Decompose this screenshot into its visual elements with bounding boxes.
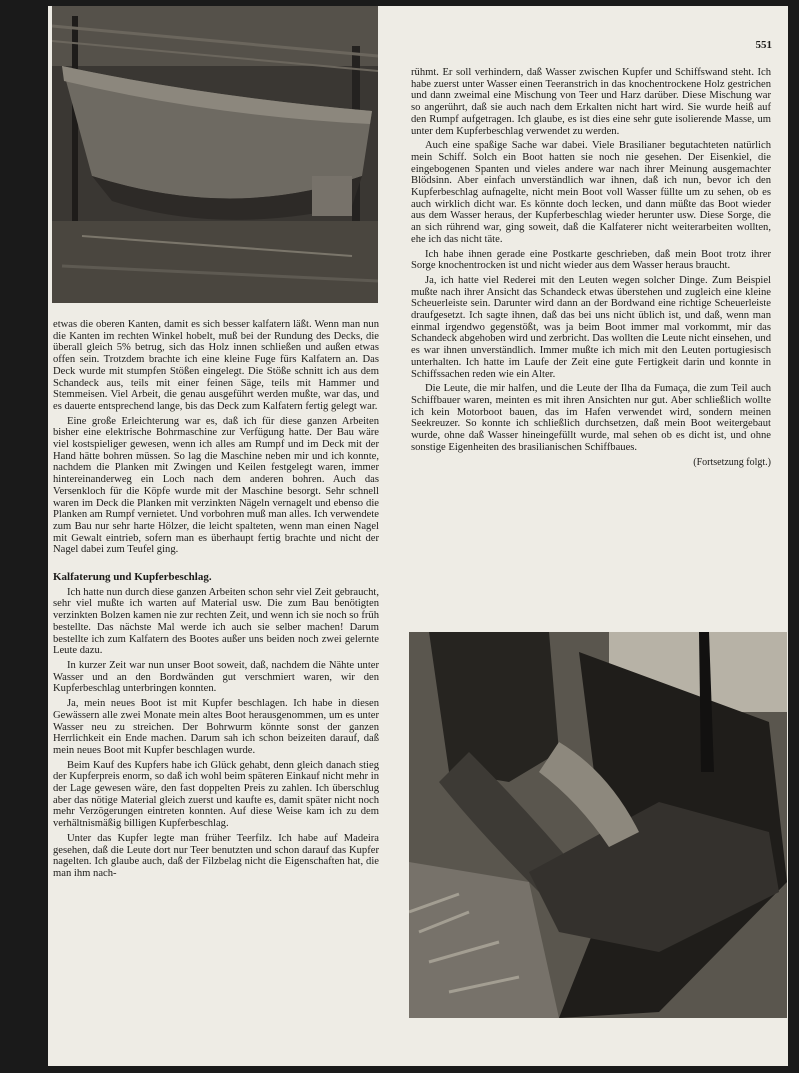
left-column — [53, 319, 379, 883]
paragraph: Die Leute, die mir halfen, und die Leute der Ilha da Fumaça, die zum Teil auch Schiffbauer waren, meinten es mit ihren Ansichten nur gut. Aber schließlich wollte ich kein Motorboot bauen, das im Hafen verwendet wird, sondern meinen Seekreuzer. So konnte ich schließlich durchsetzen, daß mein Boot weitergebaut wurde, ohne daß Wasser hineingefüllt wurde, mal sehen ob es dicht ist, und ohne sonstige Eigenheiten des brasilianischen Schiffbaues. — [411, 383, 771, 453]
paragraph: Unter das Kupfer legte man früher Teerfilz. Ich habe auf Madeira gesehen, daß die Leute dort nur Teer benutzten und schon darauf das Kupfer nagelten. Ich glaube auch, daß der Filzbelag nicht die Eigenschaften hat, die man ihm nach- — [53, 832, 379, 879]
photo-carpenter — [409, 632, 787, 1018]
section-heading: Kalfaterung und Kupferbeschlag. — [53, 571, 212, 584]
right-column — [411, 67, 771, 471]
magazine-page — [48, 6, 788, 1066]
paragraph: Beim Kauf des Kupfers habe ich Glück gehabt, denn gleich danach stieg der Kupferpreis enorm, so daß ich wohl beim späteren Einkauf nicht mehr in der Lage gewesen wäre, den fast doppelten Preis zu zahlen. Ich überschlug aber das nötige Material gleich zuerst und kaufte es, damit später nicht noch mehr Verzögerungen eintreten konnten. Auf diese Weise kam ich zu dem verhältnismäßig billigen Kupferbeschlag. — [53, 759, 379, 830]
paragraph: Ja, mein neues Boot ist mit Kupfer beschlagen. Ich habe in diesen Gewässern alle zwei Monate mein altes Boot herausgenommen, um es unter Wasser neu zu streichen. Der Bohrwurm könnte sonst der ganzen Herrlichkeit ein Ende machen. Darum sah ich schon beizeiten darauf, daß mein neues Boot mit Kupfer beschlagen wurde. — [53, 698, 379, 756]
paragraph: Eine große Erleichterung war es, daß ich für diese ganzen Arbeiten bisher eine elektrische Bohrmaschine zur Verfügung hatte. Der Bau wäre viel kostspieliger gewesen, wenn ich alles am Rumpf und im Deck mit der Hand hätte bohren müssen. So lag die Maschine neben mir und ich konnte, nachdem die Planken mit Zwingen und Keilen festgelegt waren, immer hintereinanderweg ein Loch nach dem anderen bohren. Auch das Versenkloch für die Köpfe wurde mit der Maschine besorgt. Sehr schnell waren im Deck die Planken mit verzinkten Nägeln vernagelt und ebenso die Planken am Rumpf vernietet. Und vorbohren muß man alles. Ich verwendete zum Bau nur sehr harte Hölzer, die leicht spalteten, wenn man einen Nagel mit Gewalt eintrieb, sofern man es überhaupt fertig brachte und nicht der Nagel dabei zum Teufel ging. — [53, 415, 379, 556]
paragraph: Ja, ich hatte viel Rederei mit den Leuten wegen solcher Dinge. Zum Beispiel mußte nach ihrer Ansicht das Schandeck etwas überstehen und zugleich eine kleine Scheuerleiste sein. Darunter wird dann an der Bordwand eine richtige Scheuerleiste draufgesetzt. Ich sagte ihnen, daß das bei uns nicht üblich ist, und daß, wenn man einmal irgendwo gegenstößt, was ja beim Boot immer mal vorkommt, mir das Schandeck abgehoben wird und zerbricht. Das wollten die Leute nicht einsehen, und es war ihnen unverständlich. Immer mußte ich mich mit den Leuten portugiesisch unterhalten. Ich hatte im Laufe der Zeit eine gute Fertigkeit darin und konnte in Schiffssachen reden wie ein Alter. — [411, 274, 771, 380]
boat-hull-image — [52, 6, 378, 303]
page-number: 551 — [755, 39, 772, 51]
paragraph: rühmt. Er soll verhindern, daß Wasser zwischen Kupfer und Schiffswand steht. Ich habe zuerst unter Wasser einen Teeranstrich in das knochentrockene Holz gestrichen und dann zweimal eine Mischung von Teer und Harz darüber. Diese Mischung war so angerührt, daß sie auch nach dem Erkalten nicht hart wird. Sie wurde heiß auf den Rumpf aufgetragen. Ich glaube, es ist dies eine sehr gute isolierende Masse, um unter dem Kupferbeschlag verwendet zu werden. — [411, 67, 771, 137]
paragraph: In kurzer Zeit war nun unser Boot soweit, daß, nachdem die Nähte unter Wasser und an den Bordwänden gut verschmiert waren, wir den Kupferbeschlag unterbringen konnten. — [53, 659, 379, 695]
photo-boat-hull — [52, 6, 378, 303]
paragraph: Ich habe ihnen gerade eine Postkarte geschrieben, daß mein Boot trotz ihrer Sorge knochentrocken ist und nicht wieder aus dem Wasser heraus braucht. — [411, 248, 771, 272]
carpenter-image — [409, 632, 787, 1018]
paragraph: Ich hatte nun durch diese ganzen Arbeiten schon sehr viel Zeit gebraucht, sehr viel mußte ich warten auf Material usw. Die zum Bau benötigten verzinkten Bolzen kamen nie zur rechten Zeit, und wenn ich sie noch so früh bestellte. Das nächste Mal werde ich auch sie selber machen! Darum bestellte ich zum Kalfatern des Bootes außer uns beiden noch zwei gelernte Leute dazu. — [53, 586, 379, 657]
paragraph: Auch eine spaßige Sache war dabei. Viele Brasilianer begutachteten natürlich mein Schiff. Solch ein Boot hatten sie noch nie gesehen. Der Eisenkiel, die eingebogenen Spanten und vieles andere war nach ihrer Meinung ausgemachter Blödsinn. Aber einfach unverständlich war ihnen, daß ich nun, bevor ich den Kupferbeschlag aufnagelte, nicht mein Boot voll Wasser füllte um zu sehen, ob es auch wirklich dicht war. Es könnte doch lecken, und dann müßte das Boot wieder aus dem Wasser heraus, der Kupferbeschlag wieder herunter usw. Diese Sorge, die an sich rührend war, ging soweit, daß die Kalfaterer nicht weiterarbeiten wollten, ehe ich das nicht täte. — [411, 140, 771, 245]
paragraph: etwas die oberen Kanten, damit es sich besser kalfatern läßt. Wenn man nun die Kanten im rechten Winkel hobelt, muß bei der Rundung des Decks, die überall gleich 5% betrug, sich das Holz innen schließen und außen etwas offen sein. Trotzdem brachte ich eine kleine Fuge fürs Kalfatern an. Das Deck wurde mit stumpfen Stößen eingelegt. Die Stöße schnitt ich aus dem Schandeck aus, teils mit einer feinen Säge, teils mit Hammer und Stemmeisen. Viel Arbeit, die genau ausgeführt werden mußte, war das, und es dauerte entsprechend lange, bis das Deck zum Kalfatern fertig gelegt war. — [53, 319, 379, 412]
continued-note: (Fortsetzung folgt.) — [693, 456, 771, 468]
